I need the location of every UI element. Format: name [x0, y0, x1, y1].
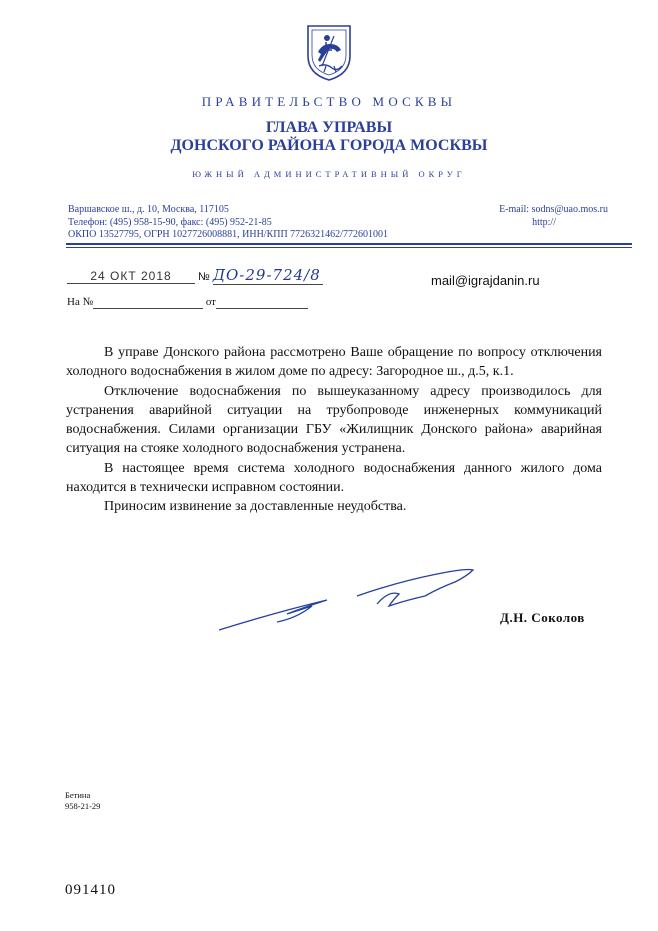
reply-reference-line	[67, 296, 308, 309]
body-paragraph: В управе Донского района рассмотрено Ваше обращение по вопросу отключения холодного водоснабжения в жилом доме по адресу: Загородное ш., д.5, к.1.	[66, 345, 602, 380]
phone-line: Телефон: (495) 958-15-90, факс: (495) 952-21-85	[68, 216, 272, 228]
letterhead-divider-thin	[66, 247, 632, 248]
reply-from-label: от	[205, 296, 216, 308]
registration-date-stamp: 24 ОКТ 2018	[67, 269, 195, 284]
reply-date-blank	[216, 296, 308, 309]
reply-number-label: На №	[67, 296, 94, 308]
registration-line	[67, 266, 323, 285]
moscow-coat-of-arms-icon	[304, 22, 354, 82]
handwritten-signature	[217, 560, 477, 640]
reply-number-blank	[93, 296, 203, 309]
body-paragraph: Отключение водоснабжения по вышеуказанному адресу производилось для устранения аварийной ситуации на трубопроводе инженерных коммуникаций водоснабжения. Силами организации ГБУ «Жилищник Донского района» аварийная ситуация на стояке холодного водоснабжения устранена.	[66, 383, 602, 457]
signer-name: Д.Н. Соколов	[500, 610, 585, 625]
form-serial-number: 091410	[65, 882, 116, 898]
executor-block	[65, 790, 100, 812]
executor-phone: 958-21-29	[65, 801, 101, 811]
codes-line: ОКПО 13527795, ОГРН 1027726008881, ИНН/КПП 7726321462/772601001	[68, 229, 388, 240]
government-name: ПРАВИТЕЛЬСТВО МОСКВЫ	[201, 94, 457, 109]
address-line: Варшавское ш., д. 10, Москва, 117105	[68, 204, 229, 215]
letterhead-address-block	[68, 204, 388, 242]
recipient-email: mail@igrajdanin.ru	[431, 273, 540, 288]
okrug-name: ЮЖНЫЙ АДМИНИСТРАТИВНЫЙ ОКРУГ	[192, 169, 466, 179]
registration-number: ДО-29-724/8	[213, 266, 323, 285]
letter-body	[66, 343, 602, 517]
body-paragraph: Приносим извинение за доставленные неудобства.	[104, 499, 407, 515]
http-line: http://	[532, 216, 556, 228]
body-paragraph: В настоящее время система холодного водоснабжения данного жилого дома находится в технически исправном состоянии.	[66, 460, 602, 496]
letterhead-contact-block	[499, 204, 608, 229]
executor-name: Бетина	[65, 790, 91, 800]
head-title-line2: ДОНСКОГО РАЙОНА ГОРОДА МОСКВЫ	[170, 137, 488, 154]
email-line: E-mail: sodns@uao.mos.ru	[499, 204, 608, 215]
number-sign: №	[198, 271, 210, 283]
letterhead-divider-thick	[66, 243, 632, 245]
head-title-line1: ГЛАВА УПРАВЫ	[265, 119, 393, 136]
